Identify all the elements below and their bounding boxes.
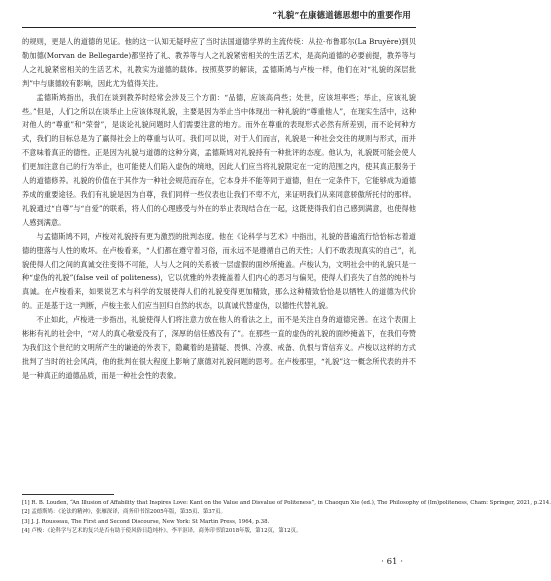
footnote: [3] J. J. Rousseau, The First and Second Discourse, New York: St Martin Press, 1964, p.38. [22, 518, 270, 525]
header-rule [22, 27, 416, 28]
header-title: “礼貌”在康德道德思想中的重要作用 [272, 10, 411, 20]
page-number: · 61 · [381, 557, 403, 567]
footnotes [22, 499, 551, 537]
footnote: [4] 卢梭：《论科学与艺术的复兴是否有助于使风俗日趋纯朴》，李平沤译，商务印书馆2018年版，第12页，第12页。 [22, 528, 302, 535]
footnote: [2] 孟德斯鸠：《论法的精神》，张雁深译，商务印书馆2005年版，第35页、第37页。 [22, 509, 226, 516]
footnote: [1] R. B. Louden, “An Illusion of Affability that Inspires Love: Kant on the Value and Disvalue of Politeness”, in Chaoqun Xie (ed.), The Philosophy of (Im)politeness, Cham: Springer, 2021, p.214. [22, 500, 551, 506]
footnote-separator [22, 494, 114, 495]
paragraph: 与孟德斯鸠不同，卢梭对礼貌持有更为激烈的批判态度。他在《论科学与艺术》中指出，礼貌的普遍流行恰恰标志着道德的堕落与人性的败坏。在卢梭看来，“人们都在遵守着习俗，而永远不是遵循自己的天性；人们不敢表现真实的自己”，礼貌使得人们之间的真诚交往变得不可能，人与人之间的关系被一层虚假的面纱所掩盖。卢梭认为，文明社会中的礼貌只是一种“虚伪的礼貌”(false veil of politeness)，它以优雅的外表掩盖着人们内心的恶习与偏见，使得人们丧失了自然的纯朴与真诚。在卢梭看来，如果说艺术与科学的发展使得人们的礼貌变得更加精致，那么这种精致恰恰是以牺牲人的道德为代价的。正是基于这一判断，卢梭主张人们应当回归自然的状态，以真诚代替虚伪，以德性代替礼貌。 [22, 231, 416, 311]
paragraph: 不止如此，卢梭进一步指出，礼貌使得人们将注意力放在他人的看法之上，而不是关注自身的道德完善。在这个表面上彬彬有礼的社会中，“对人的真心敬爱没有了，深厚的信任感没有了”。在那些一直的虚伪的礼貌的面纱掩盖下，在我们夸赞为我们这个世纪的文明所产生的谦逊的外表下，隐藏着的是猜疑、畏惧、冷漠、戒备、仇恨与背信弃义。卢梭以这样的方式批判了当时的社会风尚，他的批判在很大程度上影响了康德对礼貌问题的思考。在卢梭那里，“礼貌”这一概念所代表的并不是一种真正的道德品质，而是一种社会性的表象。 [22, 315, 416, 380]
paragraph: 孟德斯鸠指出，我们在谈到教养时经常会涉及三个方面：“品德，应该高尚些；处世，应该坦率些；举止，应该礼貌些。”但是，人们之所以在谈举止上应该体现礼貌，主要是因为举止当中体现出一种礼貌的“尊重他人”，在现实生活中，这种对他人的“尊重”和“荣誉”，是谈论礼貌问题时人们需要注意的地方。而外在尊重的表现形式必然有所差别，而不论何种方式，我们的目标总是为了赢得社会上的尊重与认可。我们可以说，对于人们而言，礼貌是一种社会交往的规则与形式，而并不意味着真正的德性。正是因为礼貌与道德的这种分离，孟德斯鸠对礼貌持有一种批评的态度。他认为，礼貌既可能会使人们更加注意自己的行为举止，也可能使人们陷入虚伪的境地，因此人们应当将礼貌限定在一定的范围之内，使其真正服务于人的道德修养。礼貌的价值在于其作为一种社会规范而存在，它本身并不能等同于道德，但在一定条件下，它能够成为道德养成的重要途径。我们有礼貌是因为自尊，我们同样一些仪表也让我们不卑不亢，来证明我们从来同意骄傲所托付的那样。礼貌通过“自尊”与“自爱”的联系，将人们的心理感受与外在的举止表现结合在一起，这既使得我们自己感到满意，也使得他人感到满意。 [22, 92, 416, 227]
paragraph-continued: 的规则，更是人的道德的见证。他的这一认知无疑呼应了当时法国道德学界的主流传统：从拉·布鲁耶尔(La Bruyère)到贝勒加德(Morvan de Bellegarde)都坚持了礼、教养等与人之礼貌紧密相关的生活艺术，是高尚道德的必要前提，教养等与人之礼貌紧密相关的生活艺术，礼教实为道德的载体。按照莫罗的解读，孟德斯鸠与卢梭一样，他们在对“礼貌的深层批判”中与康德较有影响，因此尤为值得关注。 [22, 37, 416, 88]
main-text [22, 35, 416, 383]
